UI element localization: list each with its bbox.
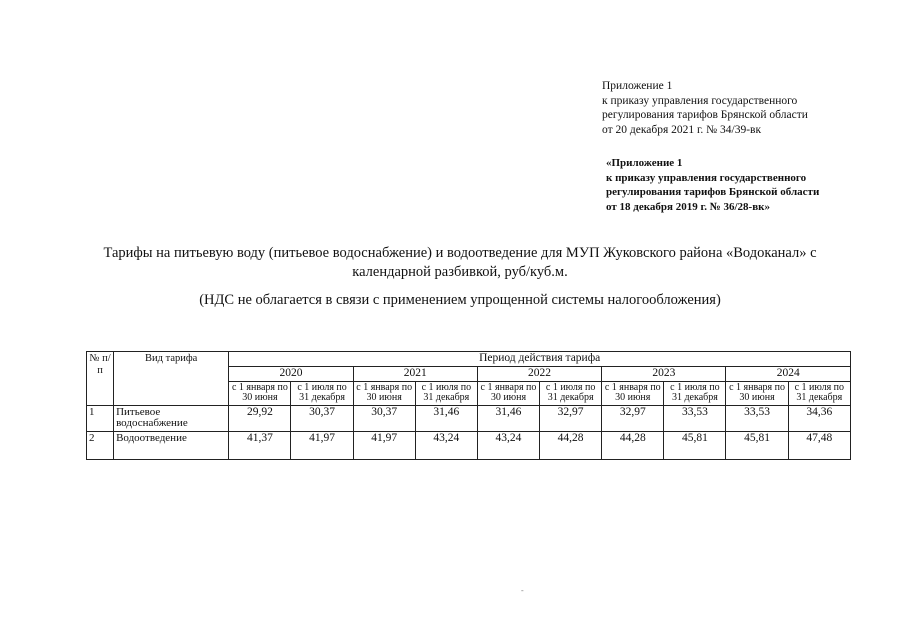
half-first-header: с 1 января по 30 июня <box>477 381 539 405</box>
tariff-value: 30,37 <box>291 405 353 431</box>
tariff-value: 29,92 <box>229 405 291 431</box>
year-header: 2024 <box>726 366 851 381</box>
half-second-header: с 1 июля по 31 декабря <box>291 381 353 405</box>
page-mark: - <box>521 586 524 595</box>
half-second-header: с 1 июля по 31 декабря <box>540 381 602 405</box>
year-header: 2023 <box>602 366 726 381</box>
column-number-header: № п/п <box>87 352 114 406</box>
half-second-header: с 1 июля по 31 декабря <box>415 381 477 405</box>
tariff-value: 44,28 <box>602 431 664 459</box>
document-title <box>60 244 860 282</box>
tariff-value: 44,28 <box>540 431 602 459</box>
tariff-value: 41,37 <box>229 431 291 459</box>
table-row <box>87 405 851 431</box>
title-line-1: Тарифы на питьевую воду (питьевое водоснабжение) и водоотведение для МУП Жуковского района «Водоканал» с <box>103 245 817 261</box>
appendix-line: регулирования тарифов Брянской области <box>602 109 808 121</box>
vat-note: (НДС не облагается в связи с применением упрощенной системы налогообложения) <box>199 292 721 308</box>
row-number: 1 <box>87 405 114 431</box>
tariff-value: 32,97 <box>540 405 602 431</box>
tariff-value: 47,48 <box>788 431 850 459</box>
tariff-value: 31,46 <box>477 405 539 431</box>
half-first-header: с 1 января по 30 июня <box>353 381 415 405</box>
half-second-header: с 1 июля по 31 декабря <box>788 381 850 405</box>
half-first-header: с 1 января по 30 июня <box>726 381 788 405</box>
row-number: 2 <box>87 431 114 459</box>
tariff-table <box>86 351 851 460</box>
year-header: 2022 <box>477 366 601 381</box>
appendix-line: регулирования тарифов Брянской области <box>606 186 820 198</box>
half-second-header: с 1 июля по 31 декабря <box>664 381 726 405</box>
half-first-header: с 1 января по 30 июня <box>229 381 291 405</box>
appendix-line: к приказу управления государственного <box>606 171 807 184</box>
tariff-value: 31,46 <box>415 405 477 431</box>
appendix-line: от 20 декабря 2021 г. № 34/39-вк <box>602 123 762 136</box>
table-row <box>87 431 851 459</box>
half-first-header: с 1 января по 30 июня <box>602 381 664 405</box>
tariff-value: 41,97 <box>291 431 353 459</box>
appendix-previous <box>606 156 819 214</box>
tariff-value: 32,97 <box>602 405 664 431</box>
appendix-line: к приказу управления государственного <box>602 94 798 107</box>
tariff-value: 34,36 <box>788 405 850 431</box>
appendix-line: от 18 декабря 2019 г. № 36/28-вк» <box>606 200 771 213</box>
year-header: 2021 <box>353 366 477 381</box>
tariff-value: 30,37 <box>353 405 415 431</box>
tariff-value: 33,53 <box>664 405 726 431</box>
period-header: Период действия тарифа <box>229 352 851 367</box>
row-tariff-type: Питьевое водоснабжение <box>114 405 229 431</box>
tariff-value: 43,24 <box>415 431 477 459</box>
year-header: 2020 <box>229 366 353 381</box>
tariff-value: 45,81 <box>726 431 788 459</box>
tariff-value: 41,97 <box>353 431 415 459</box>
tariff-value: 45,81 <box>664 431 726 459</box>
appendix-line: Приложение 1 <box>602 80 673 92</box>
header-row-period <box>87 352 851 367</box>
appendix-current <box>602 79 808 137</box>
title-line-2: календарной разбивкой, руб/куб.м. <box>352 264 568 280</box>
appendix-line: «Приложение 1 <box>606 157 683 169</box>
row-tariff-type: Водоотведение <box>114 431 229 459</box>
column-type-header: Вид тарифа <box>114 352 229 406</box>
tariff-value: 33,53 <box>726 405 788 431</box>
tariff-value: 43,24 <box>477 431 539 459</box>
